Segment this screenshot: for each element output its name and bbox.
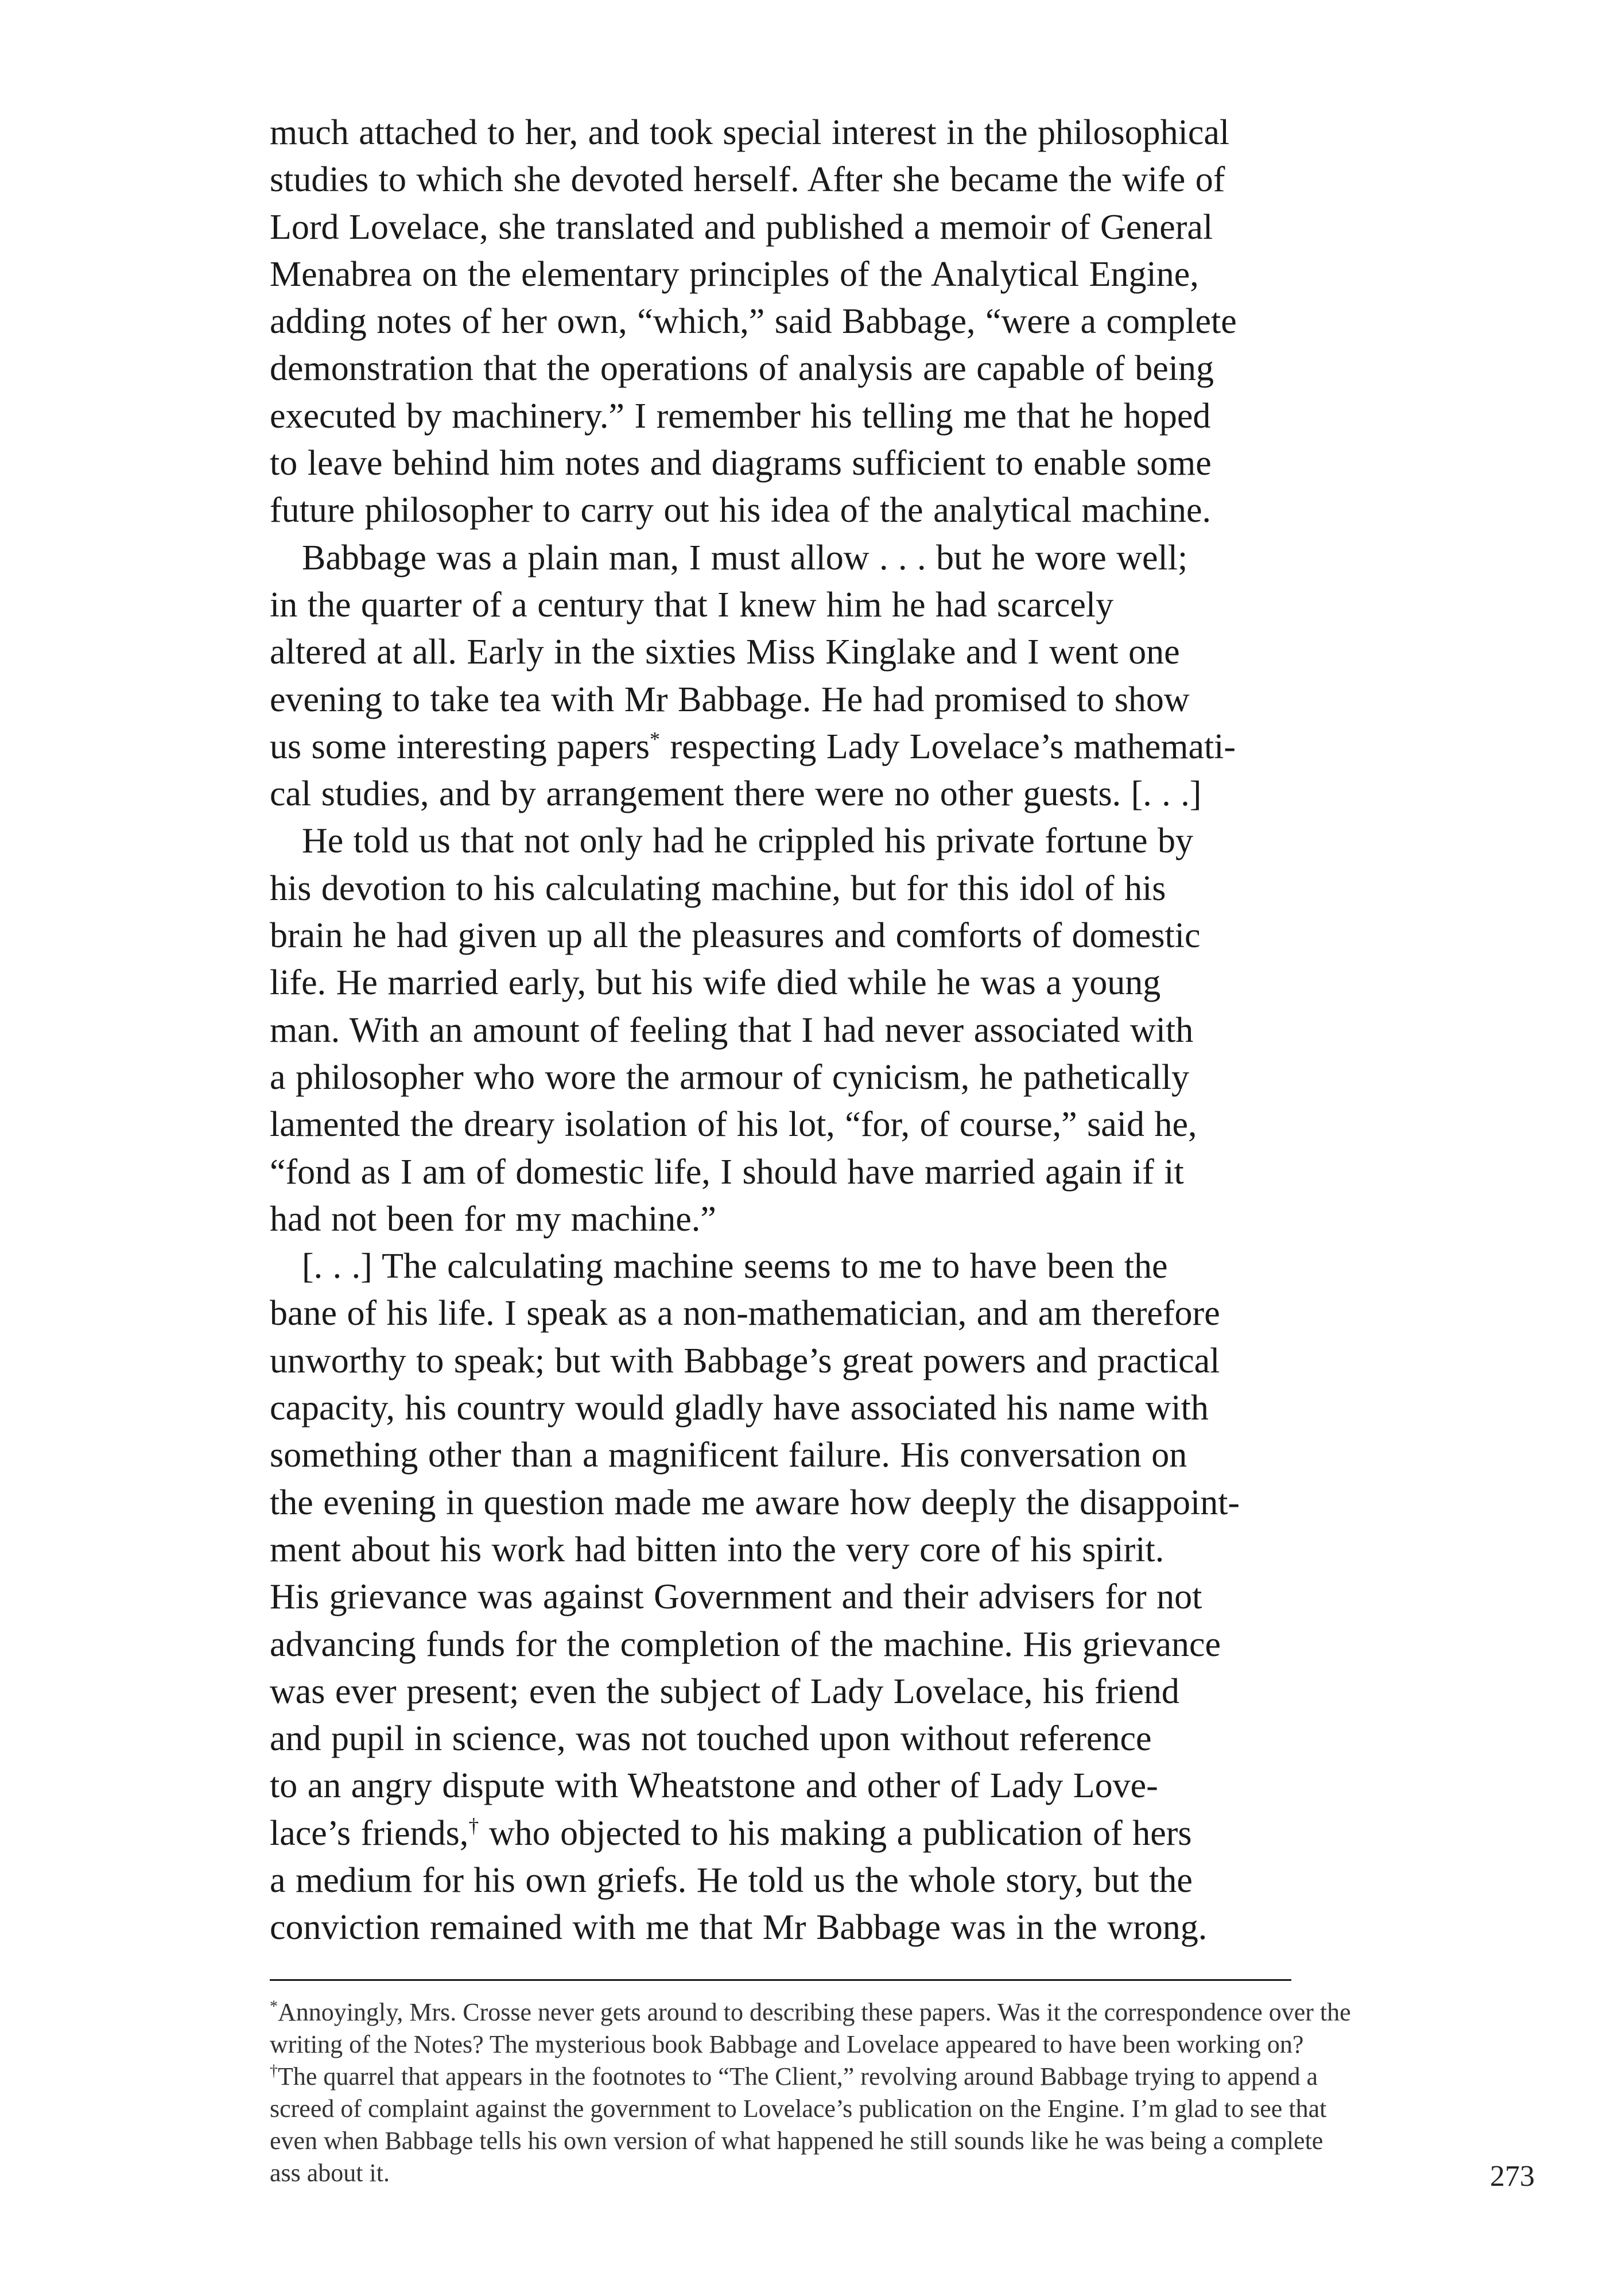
footnote-line (270, 2061, 1406, 2093)
footnote-text: Annoyingly, Mrs. Crosse never gets around to describing these papers. Was it the correspondence over the (278, 1998, 1351, 2026)
text-line: ment about his work had bitten into the very core of his spirit. (270, 1530, 1165, 1569)
text-line: life. He married early, but his wife died while he was a young (270, 963, 1161, 1003)
footnote-dagger-mark: † (270, 2062, 278, 2080)
text-line: capacity, his country would gladly have associated his name with (270, 1389, 1209, 1428)
text-line: “fond as I am of domestic life, I should have married again if it (270, 1152, 1184, 1192)
footnote-line (270, 1996, 1406, 2029)
text-line: demonstration that the operations of analysis are capable of being (270, 349, 1214, 389)
footnote-line: screed of complaint against the government to Lovelace’s publication on the Engine. I’m glad to see that (270, 2095, 1327, 2123)
footnote-line: ass about it. (270, 2159, 390, 2187)
footnote-divider (270, 1979, 1291, 1981)
page-number: 273 (1490, 2160, 1535, 2193)
text-line: evening to take tea with Mr Babbage. He had promised to show (270, 680, 1190, 719)
text-segment: respecting Lady Lovelace’s mathemati- (670, 727, 1236, 766)
text-line: something other than a magnificent failure. His conversation on (270, 1436, 1187, 1475)
footnote-asterisk-mark: * (270, 1998, 278, 2016)
text-line: and pupil in science, was not touched upon without reference (270, 1719, 1152, 1759)
text-line: studies to which she devoted herself. After she became the wife of (270, 160, 1225, 200)
text-line: advancing funds for the completion of the machine. His grievance (270, 1624, 1221, 1664)
text-line: Menabrea on the elementary principles of the Analytical Engine, (270, 254, 1199, 294)
text-line: bane of his life. I speak as a non-mathematician, and am therefore (270, 1294, 1220, 1333)
main-text-block (270, 109, 1337, 1952)
text-line: altered at all. Early in the sixties Miss Kinglake and I went one (270, 633, 1180, 672)
text-segment: lace’s friends, (270, 1813, 469, 1853)
footnote-dagger-mark: † (468, 1814, 479, 1837)
text-line: brain he had given up all the pleasures and comforts of domestic (270, 916, 1201, 956)
text-line: a philosopher who wore the armour of cynicism, he pathetically (270, 1057, 1189, 1097)
text-segment: who objected to his making a publication of hers (488, 1813, 1192, 1853)
text-line: was ever present; even the subject of Lady Lovelace, his friend (270, 1671, 1179, 1711)
text-line: to an angry dispute with Wheatstone and other of Lady Love- (270, 1766, 1158, 1806)
text-line: cal studies, and by arrangement there were no other guests. [. . .] (270, 774, 1202, 814)
text-line: lamented the dreary isolation of his lot, “for, of course,” said he, (270, 1105, 1197, 1145)
text-line: had not been for my machine.” (270, 1199, 716, 1239)
text-line: the evening in question made me aware how deeply the disappoint- (270, 1483, 1240, 1522)
text-line: executed by machinery.” I remember his telling me that he hoped (270, 396, 1211, 436)
text-line-with-footnote-mark (270, 723, 1337, 770)
text-line: his devotion to his calculating machine, but for this idol of his (270, 868, 1166, 908)
footnote-line: even when Babbage tells his own version of what happened he still sounds like he was being a complete (270, 2127, 1323, 2155)
footnote-asterisk-mark: * (650, 727, 661, 751)
text-line: a medium for his own griefs. He told us the whole story, but the (270, 1860, 1193, 1900)
footnotes-block (270, 1996, 1406, 2189)
paragraph-start-line: He told us that not only had he crippled his private fortune by (302, 821, 1193, 861)
text-segment: us some interesting papers (270, 727, 650, 766)
footnote-line: writing of the Notes? The mysterious book Babbage and Lovelace appeared to have been working on? (270, 2030, 1304, 2058)
text-line: adding notes of her own, “which,” said Babbage, “were a complete (270, 302, 1237, 342)
text-line: Lord Lovelace, she translated and published a memoir of General (270, 207, 1213, 247)
text-line: in the quarter of a century that I knew him he had scarcely (270, 585, 1114, 625)
footnote-text: The quarrel that appears in the footnotes to “The Client,” revolving around Babbage trying to append a (278, 2062, 1318, 2091)
text-line: man. With an amount of feeling that I had never associated with (270, 1010, 1194, 1050)
text-line: unworthy to speak; but with Babbage’s great powers and practical (270, 1341, 1220, 1380)
paragraph-start-line: Babbage was a plain man, I must allow . . . but he wore well; (302, 538, 1188, 577)
text-line: much attached to her, and took special interest in the philosophical (270, 113, 1230, 152)
text-line: to leave behind him notes and diagrams sufficient to enable some (270, 444, 1212, 483)
text-line: future philosopher to carry out his idea of the analytical machine. (270, 491, 1212, 530)
paragraph-start-line: [. . .] The calculating machine seems to me to have been the (302, 1247, 1168, 1286)
text-line: conviction remained with me that Mr Babbage was in the wrong. (270, 1908, 1208, 1948)
text-line-with-footnote-mark (270, 1810, 1337, 1857)
text-line: His grievance was against Government and their advisers for not (270, 1577, 1202, 1617)
